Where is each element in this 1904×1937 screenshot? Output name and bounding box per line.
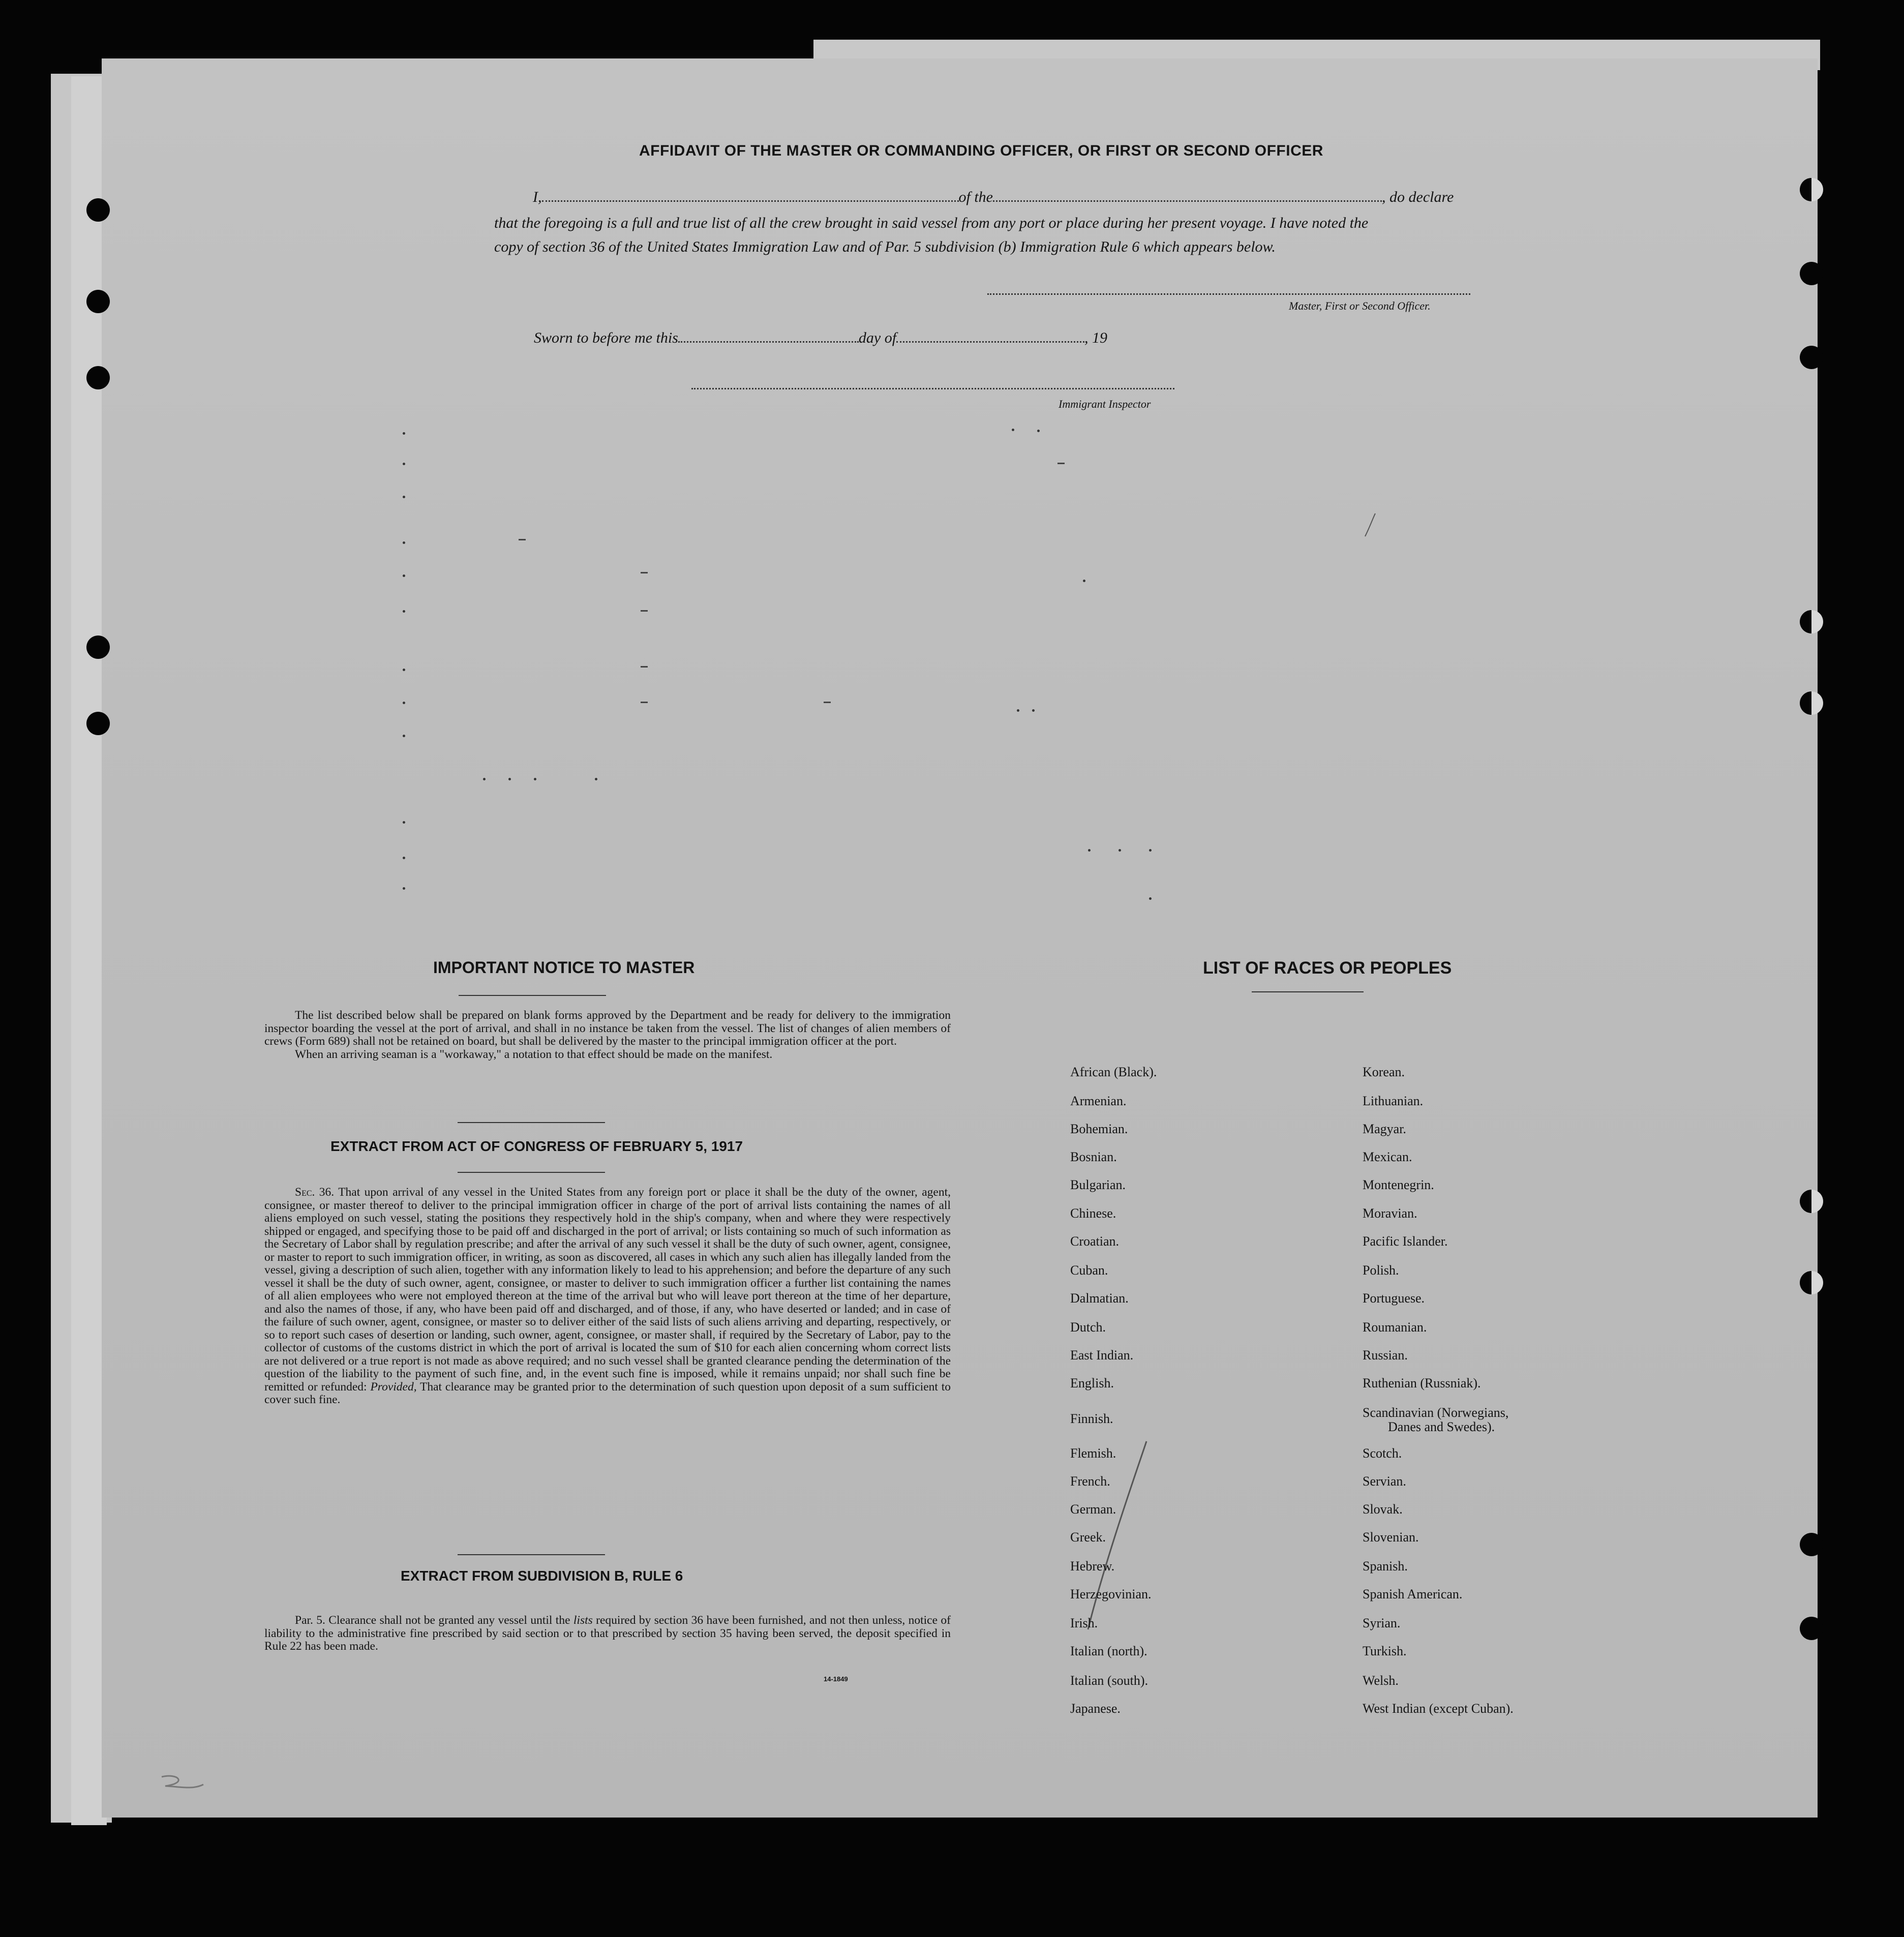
race-item: French. [1070, 1474, 1110, 1489]
race-item: Slovak. [1363, 1502, 1403, 1517]
race-item: Flemish. [1070, 1446, 1116, 1461]
affidavit-line-3: copy of section 36 of the United States Immigration Law and of Par. 5 subdivision (b) Immigration Rule 6 which appears below. [494, 238, 1276, 255]
race-item: Scandinavian (Norwegians, [1363, 1405, 1509, 1420]
race-item: Pacific Islander. [1363, 1234, 1448, 1249]
rule-lists-word: lists [573, 1614, 593, 1627]
pencil-mark [102, 58, 1818, 1818]
race-item: Bohemian. [1070, 1122, 1128, 1136]
race-item: Finnish. [1070, 1411, 1113, 1426]
sworn-prefix: Sworn to before me this [534, 329, 678, 346]
form-number: 14-1849 [824, 1675, 848, 1683]
race-item: Servian. [1363, 1474, 1406, 1489]
notice-title: IMPORTANT NOTICE TO MASTER [433, 958, 695, 977]
race-item: Dalmatian. [1070, 1291, 1129, 1306]
rule-text-b: required by section 36 have been furnished, and not then unless, notice of liability to the administrative fine prescribed by said section or to that prescribed by section 35 having been served, the deposit specified in Rule 22 has been made. [264, 1614, 951, 1653]
race-item: Korean. [1363, 1065, 1405, 1079]
race-item: Cuban. [1070, 1263, 1108, 1278]
affidavit-declare-label: , do declare [1382, 189, 1454, 205]
race-item: Lithuanian. [1363, 1094, 1424, 1108]
race-item: Irish. [1070, 1616, 1098, 1630]
extract-rule-title: EXTRACT FROM SUBDIVISION B, RULE 6 [401, 1568, 683, 1584]
race-item: Slovenian. [1363, 1530, 1419, 1545]
sec-label: Sec. 36. [295, 1186, 335, 1199]
race-item: Syrian. [1363, 1616, 1401, 1630]
race-item: West Indian (except Cuban). [1363, 1701, 1514, 1716]
race-item: Bulgarian. [1070, 1177, 1126, 1192]
race-item: Italian (north). [1070, 1644, 1147, 1658]
race-item: Armenian. [1070, 1094, 1127, 1108]
sworn-year: , 19 [1084, 329, 1108, 346]
affidavit-i-label: I, [533, 189, 542, 205]
race-item: English. [1070, 1376, 1114, 1390]
race-item: Bosnian. [1070, 1149, 1117, 1164]
affidavit-title: AFFIDAVIT OF THE MASTER OR COMMANDING OFFICER, OR FIRST OR SECOND OFFICER [639, 142, 1323, 159]
race-item: Turkish. [1363, 1644, 1407, 1658]
signature-label: Master, First or Second Officer. [1289, 299, 1431, 312]
race-item: Spanish American. [1363, 1587, 1463, 1601]
race-item: Welsh. [1363, 1673, 1399, 1688]
race-item: Magyar. [1363, 1122, 1406, 1136]
race-item: Scotch. [1363, 1446, 1402, 1461]
race-item: Dutch. [1070, 1320, 1106, 1335]
race-item: Polish. [1363, 1263, 1399, 1278]
race-item: German. [1070, 1502, 1116, 1517]
document-page [102, 58, 1818, 1818]
extract-act-title: EXTRACT FROM ACT OF CONGRESS OF FEBRUARY 5, 1917 [330, 1138, 743, 1154]
sec-36-text-end: That clearance may be granted prior to the determination of such question upon deposit of a sum sufficient to cover such fine. [264, 1380, 951, 1406]
race-item: African (Black). [1070, 1065, 1157, 1079]
race-item: Croatian. [1070, 1234, 1120, 1249]
affidavit-of-the-label: of the [958, 189, 993, 205]
provided-word: Provided, [370, 1380, 417, 1394]
races-title: LIST OF RACES OR PEOPLES [1203, 958, 1452, 978]
race-item: Greek. [1070, 1530, 1106, 1545]
race-item: Mexican. [1363, 1149, 1412, 1164]
race-item: East Indian. [1070, 1348, 1134, 1363]
race-item: Spanish. [1363, 1559, 1408, 1573]
race-item: Roumanian. [1363, 1320, 1427, 1335]
rule-text-a: Par. 5. Clearance shall not be granted any vessel until the [295, 1614, 570, 1627]
affidavit-line-2: that the foregoing is a full and true list of all the crew brought in said vessel from any port or place during her present voyage. I have noted the [494, 215, 1369, 231]
race-item: Japanese. [1070, 1701, 1121, 1716]
race-item: Danes and Swedes). [1388, 1419, 1495, 1434]
sec-36-text: That upon arrival of any vessel in the United States from any foreign port or place it shall be the duty of the owner, agent, consignee, or master thereof to deliver to the principal immigration officer in charge of the port of arrival lists containing the names of all aliens employed on such vessel, stating the positions they respectively hold in the ship's company, when and where they were respectively shipped or engaged, and specifying those to be paid off and discharged in the port of arrival; or lists containing so much of such information as the Secretary of Labor shall by regulation prescribe; and after the arrival of any such vessel it shall be the duty of such owner, agent, consignee, or master to report to such immigration officer, in writing, as soon as discovered, all cases in which any such alien has illegally landed from the vessel, giving a description of such alien, together with any information likely to lead to his apprehension; and before the departure of any such vessel it shall be the duty of such owner, agent, consignee, or master to deliver to such immigration officer a further list containing the names of all alien employees who were not employed thereon at the time of the arrival but who will leave port thereon at the time of her departure, and also the names of those, if any, who have been paid off and discharged, and of those, if any, who have deserted or landed; and in case of the failure of such owner, agent, consignee, or master so to deliver either of the said lists of such aliens arriving and departing, respectively, or so to report such cases of desertion or landing, such owner, agent, consignee, or master shall, if required by the Secretary of Labor, pay to the collector of customs of the customs district in which the port of arrival is located the sum of $10 for each alien concerning whom correct lists are not delivered or a true report is not made as above required; and no such vessel shall be granted clearance pending the determination of the question of the liability to the payment of such fine, and, in the event such fine is imposed, while it remains unpaid; nor shall such fine be remitted or refunded: [264, 1186, 951, 1394]
race-item: Moravian. [1363, 1206, 1417, 1221]
race-item: Portuguese. [1363, 1291, 1425, 1306]
race-item: Russian. [1363, 1348, 1408, 1363]
race-item: Chinese. [1070, 1206, 1116, 1221]
sworn-day-of: day of [858, 329, 897, 346]
race-item: Herzegovinian. [1070, 1587, 1152, 1601]
race-item: Ruthenian (Russniak). [1363, 1376, 1481, 1390]
race-item: Hebrew. [1070, 1559, 1115, 1573]
notice-para-1: The list described below shall be prepared on blank forms approved by the Department and be ready for delivery to the immigration inspector boarding the vessel at the port of arrival, and shall in no instance be taken from the vessel. The list of changes of alien members of crews (Form 689) shall not be retained on board, but shall be delivered by the master to the principal immigration officer at the port. [264, 1009, 951, 1048]
inspector-label: Immigrant Inspector [1059, 398, 1151, 410]
race-item: Italian (south). [1070, 1673, 1149, 1688]
race-item: Montenegrin. [1363, 1177, 1434, 1192]
notice-para-2: When an arriving seaman is a "workaway," a notation to that effect should be made on the manifest. [295, 1047, 773, 1061]
